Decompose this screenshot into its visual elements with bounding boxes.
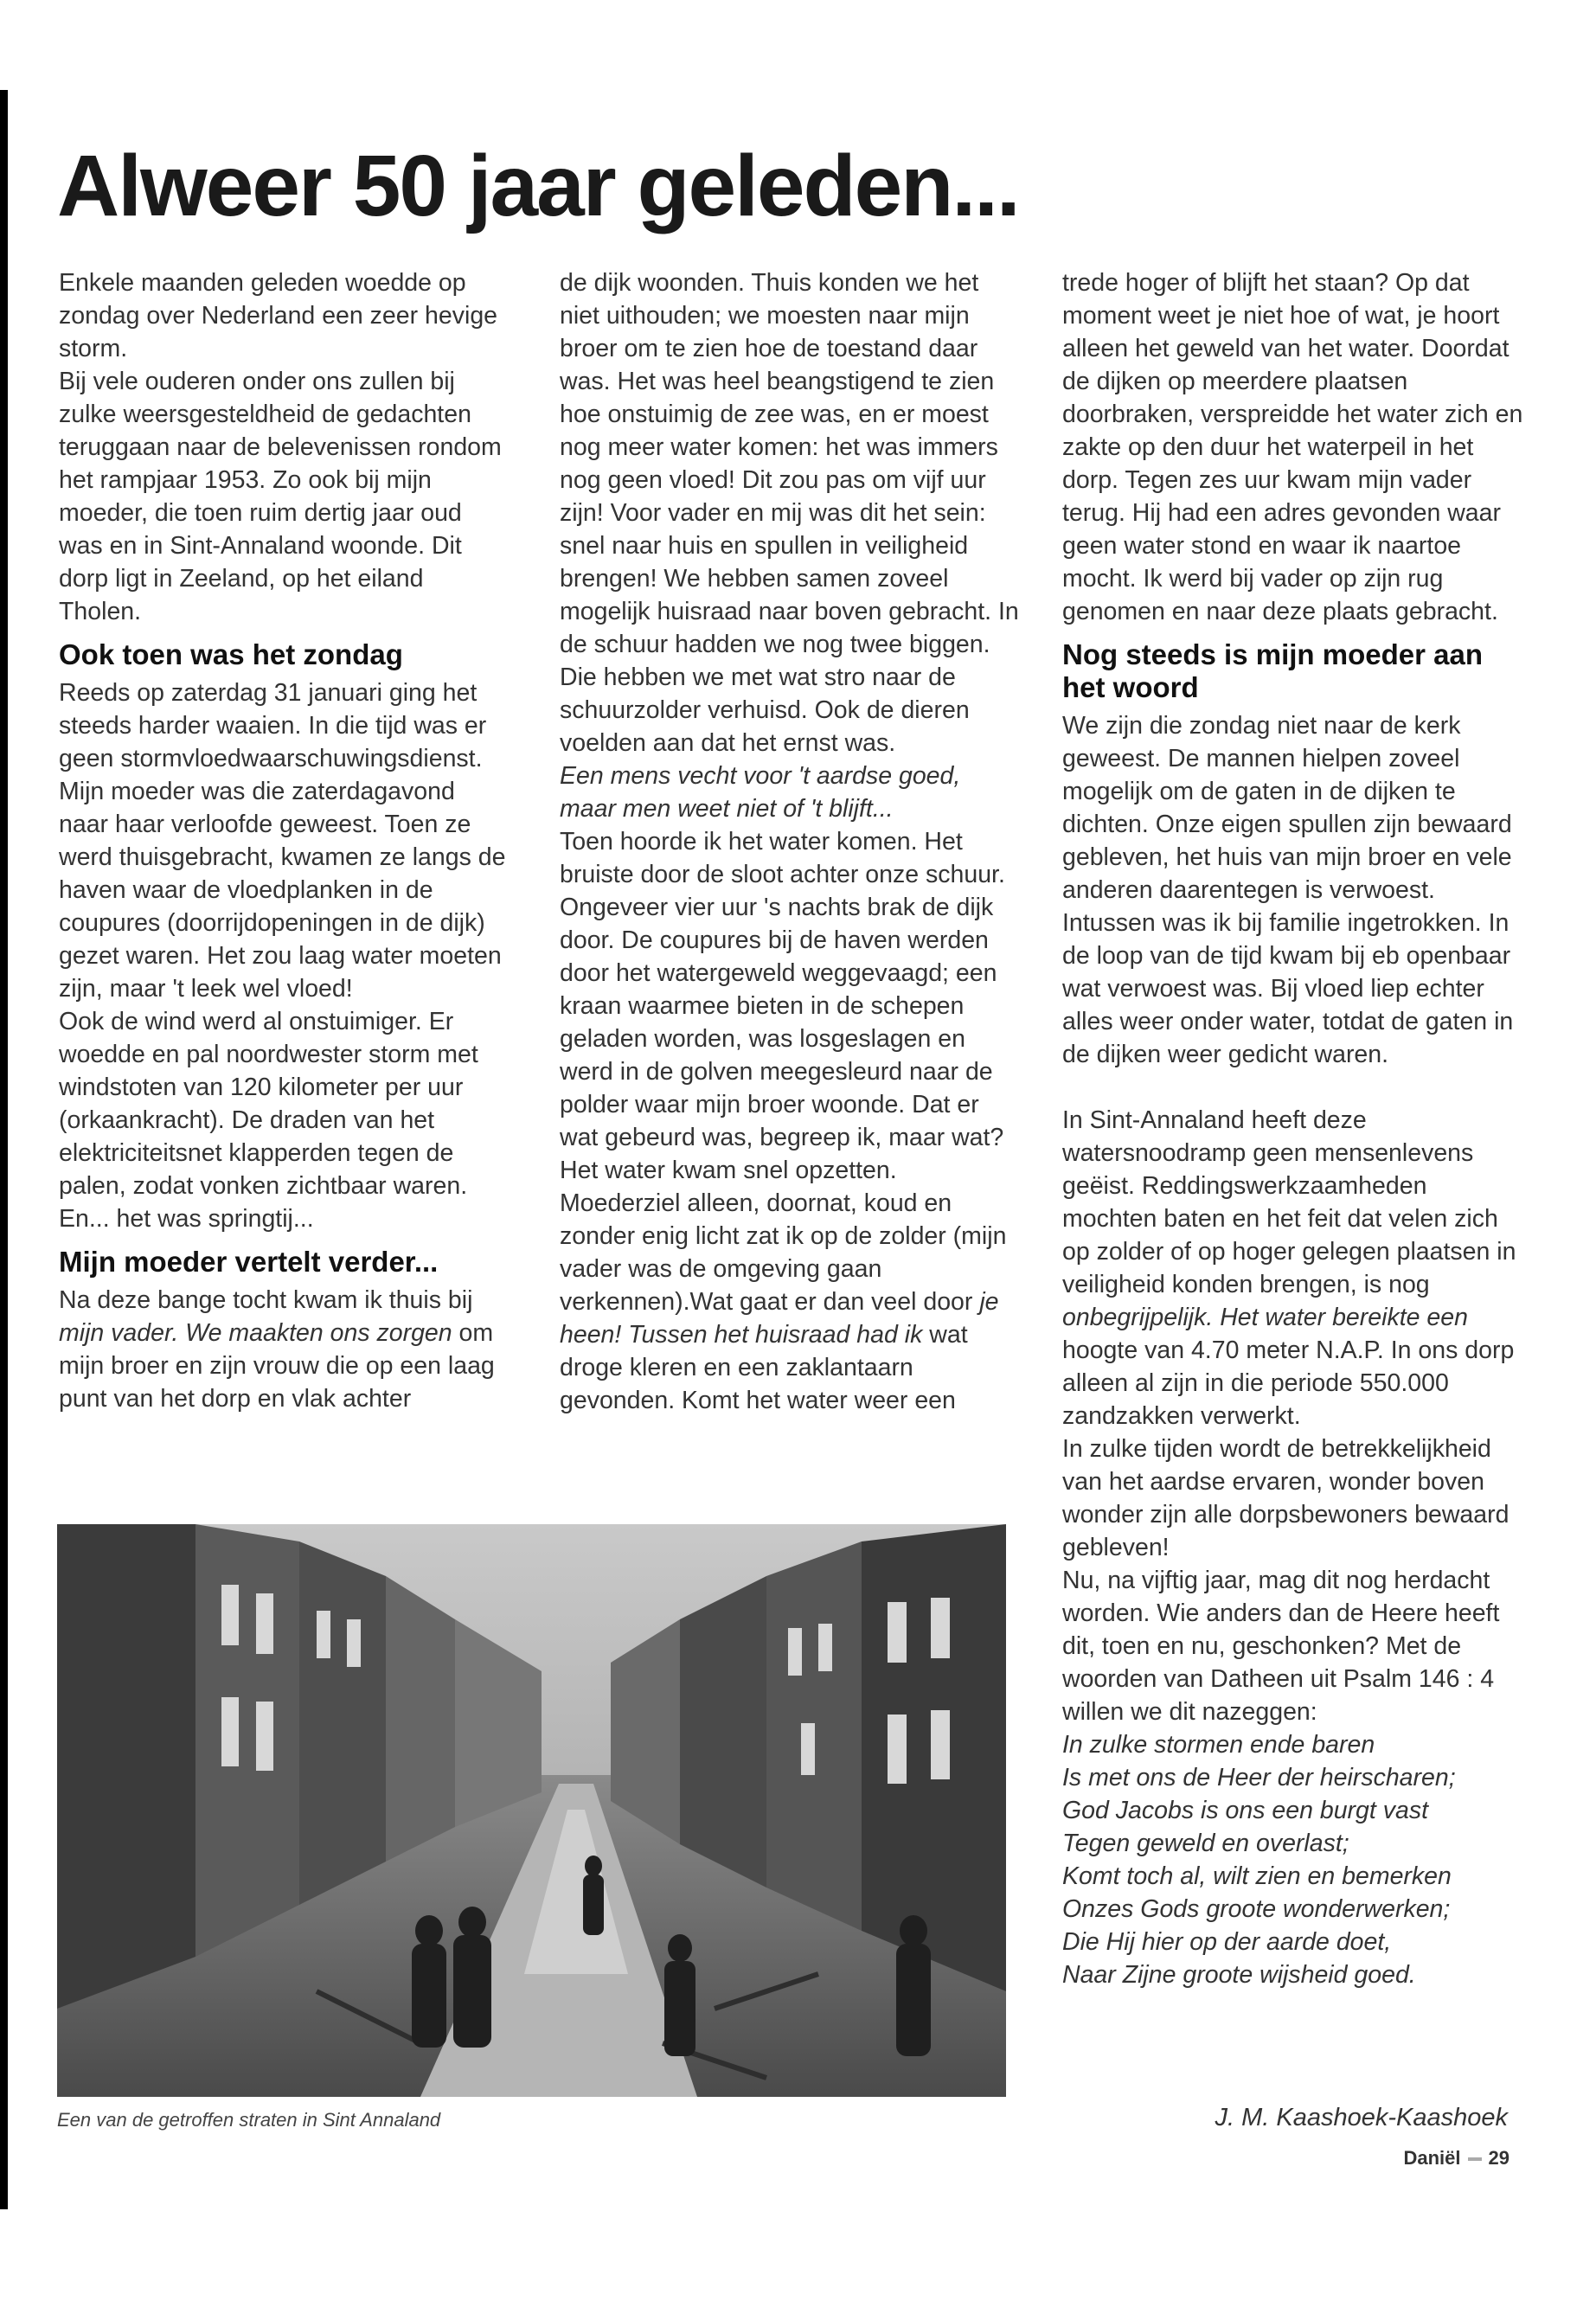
- paragraph: Bij vele ouderen onder ons zullen bij zulke weersgesteldheid de gedachten teruggaan naar de belevenissen rondom het rampjaar 1953. Zo ook bij mijn moeder, die toen ruim dertig jaar oud was en in Sint-Annaland woonde. Dit dorp ligt in Zeeland, op het eiland Tholen.: [59, 368, 502, 625]
- text-run: Moederziel alleen, doornat, koud en zonder enig licht zat ik op de zolder (mijn vader was de omgeving gaan verkennen).Wat gaat er dan veel door: [560, 1189, 1007, 1316]
- italic-run: onbegrijpelijk. Het water bereikte een: [1062, 1304, 1468, 1331]
- poem-line: Komt toch al, wilt zien en bemerken: [1062, 1862, 1452, 1890]
- text-run: wat droge kleren en een zaklantaarn gevonden. Komt het water weer een: [560, 1321, 968, 1414]
- poem-line: God Jacobs is ons een burgt vast: [1062, 1797, 1428, 1824]
- column-3: [1062, 266, 1525, 1991]
- paragraph: Reeds op zaterdag 31 januari ging het steeds harder waaien. In die tijd was er geen stormvloedwaarschuwingsdienst. Mijn moeder was die zaterdagavond naar haar verloofde geweest. Toen ze werd thuisgebracht, kwamen ze langs de haven waar de vloedplanken in de coupures (doorrijdopeningen in de dijk) gezet waren. Het zou laag water moeten zijn, maar 't leek wel vloed!: [59, 679, 506, 1003]
- section-heading: Ook toen was het zondag: [59, 638, 403, 670]
- page-edge-bar: [0, 90, 8, 2209]
- quote: Een mens vecht voor 't aardse goed, maar men weet niet of 't blijft...: [560, 762, 961, 823]
- text-run: In Sint-Annaland heeft deze watersnoodramp geen mensenlevens geëist. Reddingswerkzaamheden mochten baten en het feit dat velen zich op zolder of op hoger gelegen plaatsen in veiligheid konden brengen, is nog: [1062, 1106, 1516, 1298]
- page-footer: [1332, 2147, 1509, 2170]
- poem-line: Die Hij hier op der aarde doet,: [1062, 1928, 1392, 1956]
- poem-line: In zulke stormen ende baren: [1062, 1731, 1375, 1759]
- page-number: 29: [1488, 2147, 1509, 2169]
- flooded-street-illustration: [57, 1524, 1006, 2097]
- author-name: J. M. Kaashoek-Kaashoek: [1215, 2104, 1508, 2131]
- italic-run: je heen! Tussen het huisraad had ik: [560, 1288, 999, 1349]
- column-2: [560, 266, 1022, 1417]
- paragraph: Toen hoorde ik het water komen. Het bruiste door de sloot achter onze schuur. Ongeveer vier uur 's nachts brak de dijk door. De coupures bij de haven werden door het watergeweld weggevaagd; een kraan waarmee bieten in de schepen geladen worden, was losgeslagen en werd in de golven meegesleurd naar de polder waar mijn broer woonde. Dat er wat gebeurd was, begreep ik, maar wat? Het water kwam snel opzetten.: [560, 828, 1005, 1184]
- section-heading: Nog steeds is mijn moeder aan het woord: [1062, 638, 1483, 703]
- text-run: hoogte van 4.70 meter N.A.P. In ons dorp alleen al zijn in die periode 550.000 zandzakken verwerkt.: [1062, 1336, 1515, 1430]
- paragraph: We zijn die zondag niet naar de kerk geweest. De mannen hielpen zoveel mogelijk om de gaten in de dijken te dichten. Onze eigen spullen zijn bewaard gebleven, het huis van mijn broer en vele anderen daarentegen is verwoest. Intussen was ik bij familie ingetrokken. In de loop van de tijd kwam bij eb openbaar wat verwoest was. Bij vloed liep echter alles weer onder water, totdat de gaten in de dijken weer gedicht waren.: [1062, 712, 1514, 1068]
- text-run: Na deze bange tocht kwam ik thuis bij: [59, 1286, 473, 1314]
- photo-caption: Een van de getroffen straten in Sint Annaland: [57, 2109, 441, 2131]
- paragraph: Enkele maanden geleden woedde op zondag over Nederland een zeer hevige storm.: [59, 269, 498, 362]
- poem-line: Is met ons de Heer der heirscharen;: [1062, 1764, 1456, 1791]
- paragraph: In zulke tijden wordt de betrekkelijkheid van het aardse ervaren, wonder boven wonder zijn alle dorpsbewoners bewaard gebleven!: [1062, 1435, 1509, 1561]
- poem-line: Onzes Gods groote wonderwerken;: [1062, 1895, 1451, 1923]
- paragraph: de dijk woonden. Thuis konden we het niet uithouden; we moesten naar mijn broer om te zien hoe de toestand daar was. Het was heel beangstigend te zien hoe onstuimig de zee was, en er moest nog meer water komen: het was immers nog geen vloed! Dit zou pas om vijf uur zijn! Voor vader en mij was dit het sein: snel naar huis en spullen in veiligheid brengen! We hebben samen zoveel mogelijk huisraad naar boven gebracht. In de schuur hadden we nog twee biggen. Die hebben we met wat stro naar de schuurzolder verhuisd. Ook de dieren voelden aan dat het ernst was.: [560, 269, 1019, 757]
- paragraph: [59, 1284, 509, 1415]
- poem-line: Tegen geweld en overlast;: [1062, 1830, 1349, 1857]
- psalm-poem: [1062, 1728, 1525, 1991]
- italic-run: mijn vader. We maakten ons zorgen: [59, 1319, 452, 1347]
- paragraph: Nu, na vijftig jaar, mag dit nog herdacht worden. Wie anders dan de Heere heeft dit, toen en nu, geschonken? Met de woorden van Datheen uit Psalm 146 : 4 willen we dit nazeggen:: [1062, 1567, 1500, 1726]
- article-title: Alweer 50 jaar geleden...: [57, 138, 1019, 234]
- magazine-name: Daniël: [1403, 2147, 1461, 2169]
- separator-dash: [1468, 2157, 1482, 2161]
- spacer: [1062, 1071, 1525, 1104]
- flooded-street-photo: [57, 1524, 1006, 2097]
- paragraph: [560, 1187, 1022, 1417]
- poem-line: Naar Zijne groote wijsheid goed.: [1062, 1961, 1416, 1989]
- section-heading: Mijn moeder vertelt verder...: [59, 1246, 439, 1278]
- paragraph: trede hoger of blijft het staan? Op dat moment weet je niet hoe of wat, je hoort alleen het geweld van het water. Doordat de dijken op meerdere plaatsen doorbraken, verspreidde het water zich en zakte op den duur het waterpeil in het dorp. Tegen zes uur kwam mijn vader terug. Hij had een adres gevonden waar geen water stond en waar ik naartoe mocht. Ik werd bij vader op zijn rug genomen en naar deze plaats gebracht.: [1062, 269, 1523, 625]
- column-1: [59, 266, 509, 1415]
- text-run: om mijn broer en zijn vrouw die op een laag punt van het dorp en vlak achter: [59, 1319, 495, 1413]
- paragraph: [1062, 1104, 1525, 1433]
- paragraph: Ook de wind werd al onstuimiger. Er woedde en pal noordwester storm met windstoten van 120 kilometer per uur (orkaankracht). De draden van het elektriciteitsnet klapperden tegen de palen, zodat vonken zichtbaar waren. En... het was springtij...: [59, 1008, 478, 1233]
